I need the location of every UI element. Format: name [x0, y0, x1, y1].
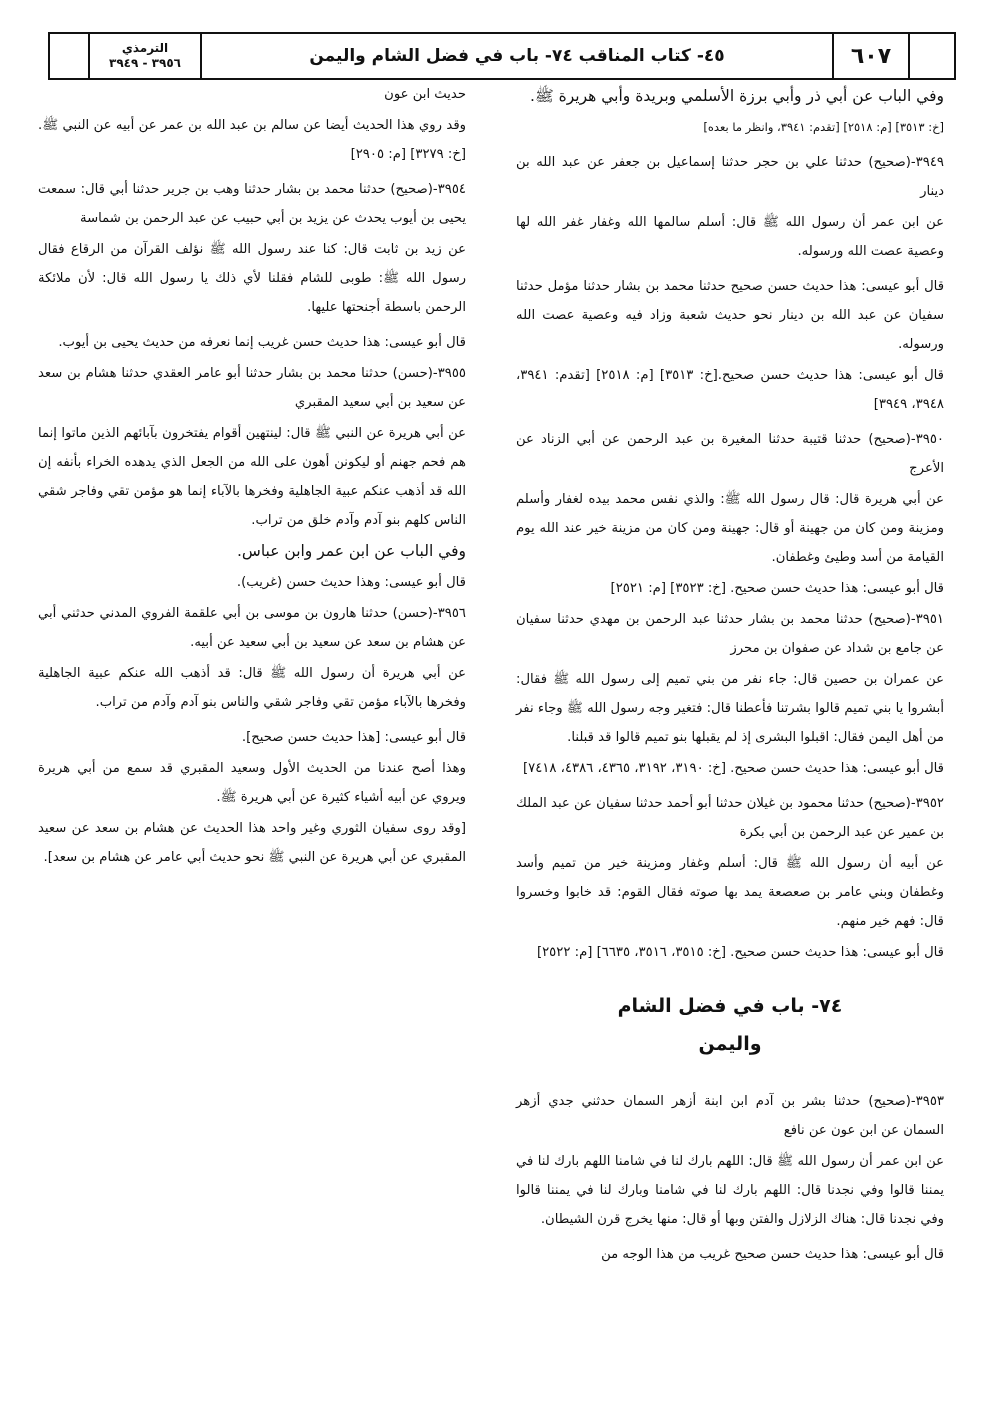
abu-isa-comment-8: قال أبو عيسى: وهذا حديث حسن (غريب). — [236, 575, 466, 590]
hadith-3951-isnad: ٣٩٥١-(صحيح) حدثنا محمد بن بشار حدثنا عبد الرحمن بن مهدي حدثنا سفيان عن جامع بن شداد عن صفوان بن محرز — [516, 612, 944, 656]
hadith-3950-matn: عن أبي هريرة قال: قال رسول الله ﷺ: والذي نفس محمد بيده لغفار وأسلم ومزينة ومن كان من جهينة أو قال: جهينة ومن كان من مزينة خير عند الله يوم القيامة من أسد وطيئ وغطفان. — [516, 492, 944, 565]
paragraph-babfi-2: وفي الباب عن ابن عمر وابن عباس. — [236, 542, 466, 560]
running-title: ٤٥- كتاب المناقب ٧٤- باب في فضل الشام واليمن — [309, 46, 725, 66]
chapter-heading-line2: واليمن — [698, 1033, 762, 1055]
paragraph-babfi-1: وفي الباب عن أبي ذر وأبي برزة الأسلمي وبريدة وأبي هريرة ﷺ. — [530, 87, 944, 105]
abu-isa-comment-3: قال أبو عيسى: هذا حديث حسن صحيح. [خ: ٣٥٢٣] [م: ٢٥٢١] — [610, 581, 944, 596]
hadith-3956-isnad: ٣٩٥٦-(حسن) حدثنا هارون بن موسى بن أبي علقمة الفروي المدني حدثني أبي عن هشام بن سعد عن سعيد بن أبي سعيد عن أبيه. — [38, 606, 466, 650]
hadith-3951-matn: عن عمران بن حصين قال: جاء نفر من بني تميم إلى رسول الله ﷺ فقال: أبشروا يا بني تميم قالوا بشرتنا فأعطنا قال: فتغير وجه رسول الله ﷺ وجاء نفر من أهل اليمن فقال: اقبلوا البشرى إذ لم يقبلها بنو تميم قالوا قد قبلنا. — [516, 672, 944, 745]
hadith-3952-matn: عن أبيه أن رسول الله ﷺ قال: أسلم وغفار ومزينة خير من تميم وأسد وغطفان وبني عامر بن صعصعة يمد بها صوته فقال القوم: قد خابوا وخسروا قال: فهم خير منهم. — [516, 856, 944, 929]
abu-isa-comment-1: قال أبو عيسى: هذا حديث حسن صحيح حدثنا محمد بن بشار حدثنا مؤمل حدثنا سفيان عن عبد الله بن دينار نحو حديث شعبة وزاد فيه وعصية عصت الله ورسوله. — [516, 279, 944, 352]
left-continuation: حديث ابن عون — [384, 87, 466, 102]
hadith-3950-isnad: ٣٩٥٠-(صحيح) حدثنا قتيبة حدثنا المغيرة بن عبد الرحمن عن أبي الزناد عن الأعرج — [516, 432, 944, 476]
hadith-3953-matn: عن ابن عمر أن رسول الله ﷺ قال: اللهم بارك لنا في شامنا اللهم بارك لنا في يمننا قالوا وفي نجدنا قال: اللهم بارك لنا في شامنا وبارك لنا في يمننا قالوا وفي نجدنا قال: هناك الزلازل والفتن وبها أو قال: منها يخرج قرن الشيطان. — [516, 1154, 944, 1227]
hadith-range: ٣٩٥٦ - ٣٩٤٩ — [109, 56, 181, 70]
abu-isa-comment-7: قال أبو عيسى: هذا حديث حسن غريب إنما نعرفه من حديث يحيى بن أيوب. — [58, 335, 466, 350]
abu-isa-comment-9: قال أبو عيسى: [هذا حديث حسن صحيح]. — [241, 730, 466, 745]
reference-1: [خ: ٣٥١٣] [م: ٢٥١٨] [تقدم: ٣٩٤١، وانظر ما بعده] — [703, 120, 944, 134]
abu-isa-comment-6: قال أبو عيسى: هذا حديث حسن صحيح غريب من هذا الوجه من — [601, 1247, 944, 1262]
page-number: ٦٠٧ — [832, 34, 908, 78]
chapter-heading — [516, 987, 944, 1063]
left-note-3: [وقد روى سفيان الثوري وغير واحد هذا الحديث عن هشام بن سعد عن سعيد المقبري عن أبي هريرة عن النبي ﷺ نحو حديث أبي عامر عن هشام بن سعد]. — [38, 821, 466, 865]
right-column — [516, 82, 944, 1271]
hadith-3953-isnad: ٣٩٥٣-(صحيح) حدثنا بشر بن آدم ابن ابنة أزهر السمان حدثني جدي أزهر السمان عن ابن عون عن نافع — [516, 1094, 944, 1138]
hadith-3955-isnad: ٣٩٥٥-(حسن) حدثنا محمد بن بشار حدثنا أبو عامر العقدي حدثنا هشام بن سعد عن سعيد بن أبي سعيد المقبري — [38, 366, 466, 410]
abu-isa-comment-5: قال أبو عيسى: هذا حديث حسن صحيح. [خ: ٣٥١٥، ٣٥١٦، ٦٦٣٥] [م: ٢٥٢٢] — [536, 945, 944, 960]
hadith-3949-matn: عن ابن عمر أن رسول الله ﷺ قال: أسلم سالمها الله وغفار غفر الله لها وعصية عصت الله ورسوله. — [516, 215, 944, 259]
abu-isa-comment-2: قال أبو عيسى: هذا حديث حسن صحيح.[خ: ٣٥١٣] [م: ٢٥١٨] [تقدم: ٣٩٤١، ٣٩٤٨، ٣٩٤٩] — [516, 368, 944, 412]
header-corner-left — [50, 34, 88, 78]
hadith-3954-isnad: ٣٩٥٤-(صحيح) حدثنا محمد بن بشار حدثنا وهب بن جرير حدثنا أبي قال: سمعت يحيى بن أيوب يحدث عن يزيد بن أبي حبيب عن عبد الرحمن بن شماسة — [38, 182, 466, 226]
hadith-3949-isnad: ٣٩٤٩-(صحيح) حدثنا علي بن حجر حدثنا إسماعيل بن جعفر عن عبد الله بن دينار — [516, 155, 944, 199]
abu-isa-comment-4: قال أبو عيسى: هذا حديث حسن صحيح. [خ: ٣١٩٠، ٣١٩٢، ٤٣٦٥، ٤٣٨٦، ٧٤١٨] — [522, 761, 944, 776]
hadith-3956-matn: عن أبي هريرة أن رسول الله ﷺ قال: قد أذهب الله عنكم عبية الجاهلية وفخرها بالآباء مؤمن تقي وفاجر شقي والناس بنو آدم وآدم من تراب. — [38, 666, 466, 710]
hadith-3952-isnad: ٣٩٥٢-(صحيح) حدثنا محمود بن غيلان حدثنا أبو أحمد حدثنا سفيان عن عبد الملك بن عمير عن عبد الرحمن بن أبي بكرة — [516, 796, 944, 840]
header-corner-right — [908, 34, 954, 78]
hadith-reference-box — [88, 34, 202, 78]
chapter-heading-line1: ٧٤- باب في فضل الشام — [617, 995, 843, 1017]
page-header — [48, 32, 956, 80]
hadith-3954-matn: عن زيد بن ثابت قال: كنا عند رسول الله ﷺ نؤلف القرآن من الرقاع فقال رسول الله ﷺ: طوبى للشام فقلنا لأي ذلك يا رسول الله قال: لأن ملائكة الرحمن باسطة أجنحتها عليها. — [38, 242, 466, 315]
left-column — [38, 80, 466, 874]
hadith-3955-matn: عن أبي هريرة عن النبي ﷺ قال: لينتهين أقوام يفتخرون بآبائهم الذين ماتوا إنما هم فحم جهنم أو ليكونن أهون على الله من الجعل الذي يدهده الخراء بأنفه إن الله قد أذهب عنكم عبية الجاهلية وفخرها بالآباء إنما هو مؤمن تقي وفاجر شقي الناس كلهم بنو آدم وآدم خلق من تراب. — [38, 426, 466, 528]
left-note-2: وهذا أصح عندنا من الحديث الأول وسعيد المقبري قد سمع من أبي هريرة ويروي عن أبيه أشياء كثيرة عن أبي هريرة ﷺ. — [38, 761, 466, 805]
book-name: الترمذي — [121, 41, 169, 55]
left-note-1: وقد روي هذا الحديث أيضا عن سالم بن عبد الله بن عمر عن أبيه عن النبي ﷺ. [خ: ٣٢٧٩] [م: ٢٩٠٥] — [38, 118, 466, 162]
